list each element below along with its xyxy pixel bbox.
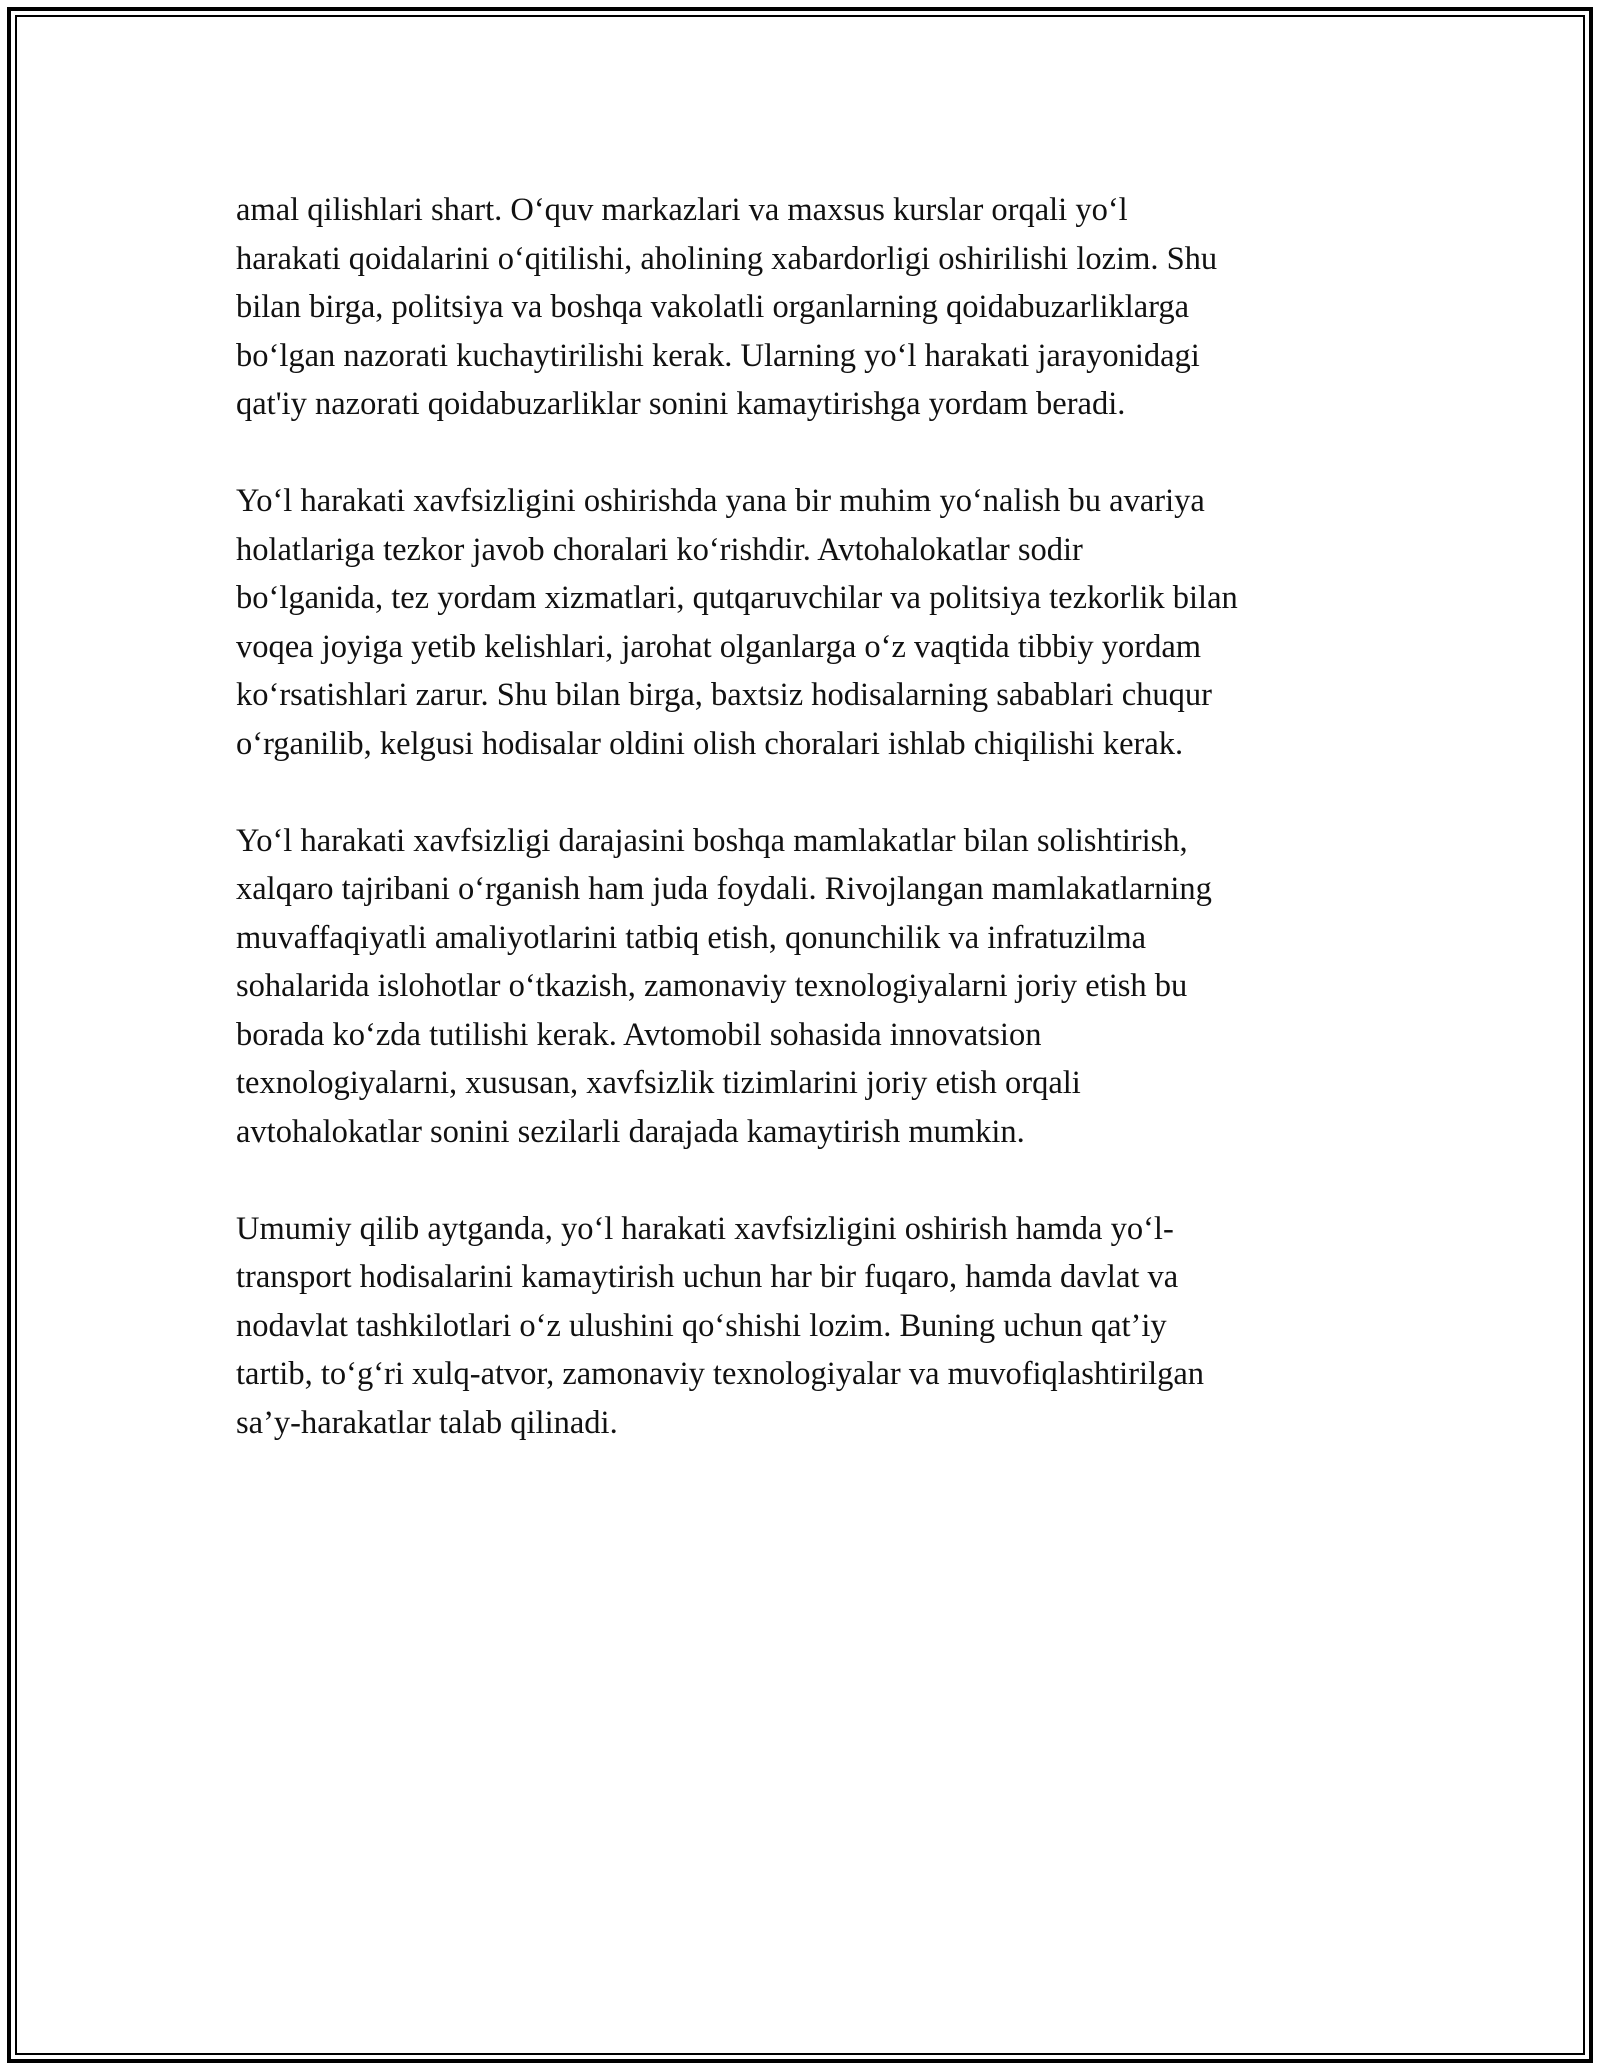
- document-body: [236, 186, 1376, 1496]
- paragraph-4: Umumiy qilib aytganda, yo‘l harakati xavfsizligini oshirish hamda yo‘l- transport hodisalarini kamaytirish uchun har bir fuqaro, hamda davlat va nodavlat tashkilotlari o‘z ulushini qo‘shishi lozim. Buning uchun qat’iy tartib, to‘g‘ri xulq-atvor, zamonaviy texnologiyalar va muvofiqlashtirilgan sa’y-harakatlar talab qilinadi.: [236, 1210, 1205, 1441]
- paragraph-3: Yo‘l harakati xavfsizligi darajasini boshqa mamlakatlar bilan solishtirish, xalqaro tajribani o‘rganish ham juda foydali. Rivojlangan mamlakatlarning muvaffaqiyatli amaliyotlarini tatbiq etish, qonunchilik va infratuzilma sohalarida islohotlar o‘tkazish, zamonaviy texnologiyalarni joriy etish bu borada ko‘zda tutilishi kerak. Avtomobil sohasida innovatsion texnologiyalarni, xususan, xavfsizlik tizimlarini joriy etish orqali avtohalokatlar sonini sezilarli darajada kamaytirish mumkin.: [236, 822, 1212, 1150]
- paragraph-2: Yo‘l harakati xavfsizligini oshirishda yana bir muhim yo‘nalish bu avariya holatlariga tezkor javob choralari ko‘rishdir. Avtohalokatlar sodir bo‘lganida, tez yordam xizmatlari, qutqaruvchilar va politsiya tezkorlik bilan voqea joyiga yetib kelishlari, jarohat olganlarga o‘z vaqtida tibbiy yordam ko‘rsatishlari zarur. Shu bilan birga, baxtsiz hodisalarning sabablari chuqur o‘rganilib, kelgusi hodisalar oldini olish choralari ishlab chiqilishi kerak.: [236, 483, 1238, 762]
- paragraph-1: amal qilishlari shart. O‘quv markazlari va maxsus kurslar orqali yo‘l harakati qoidalarini o‘qitilishi, aholining xabardorligi oshirilishi lozim. Shu bilan birga, politsiya va boshqa vakolatli organlarning qoidabuzarliklarga bo‘lgan nazorati kuchaytirilishi kerak. Ularning yo‘l harakati jarayonidagi qat'iy nazorati qoidabuzarliklar sonini kamaytirishga yordam beradi.: [236, 192, 1218, 422]
